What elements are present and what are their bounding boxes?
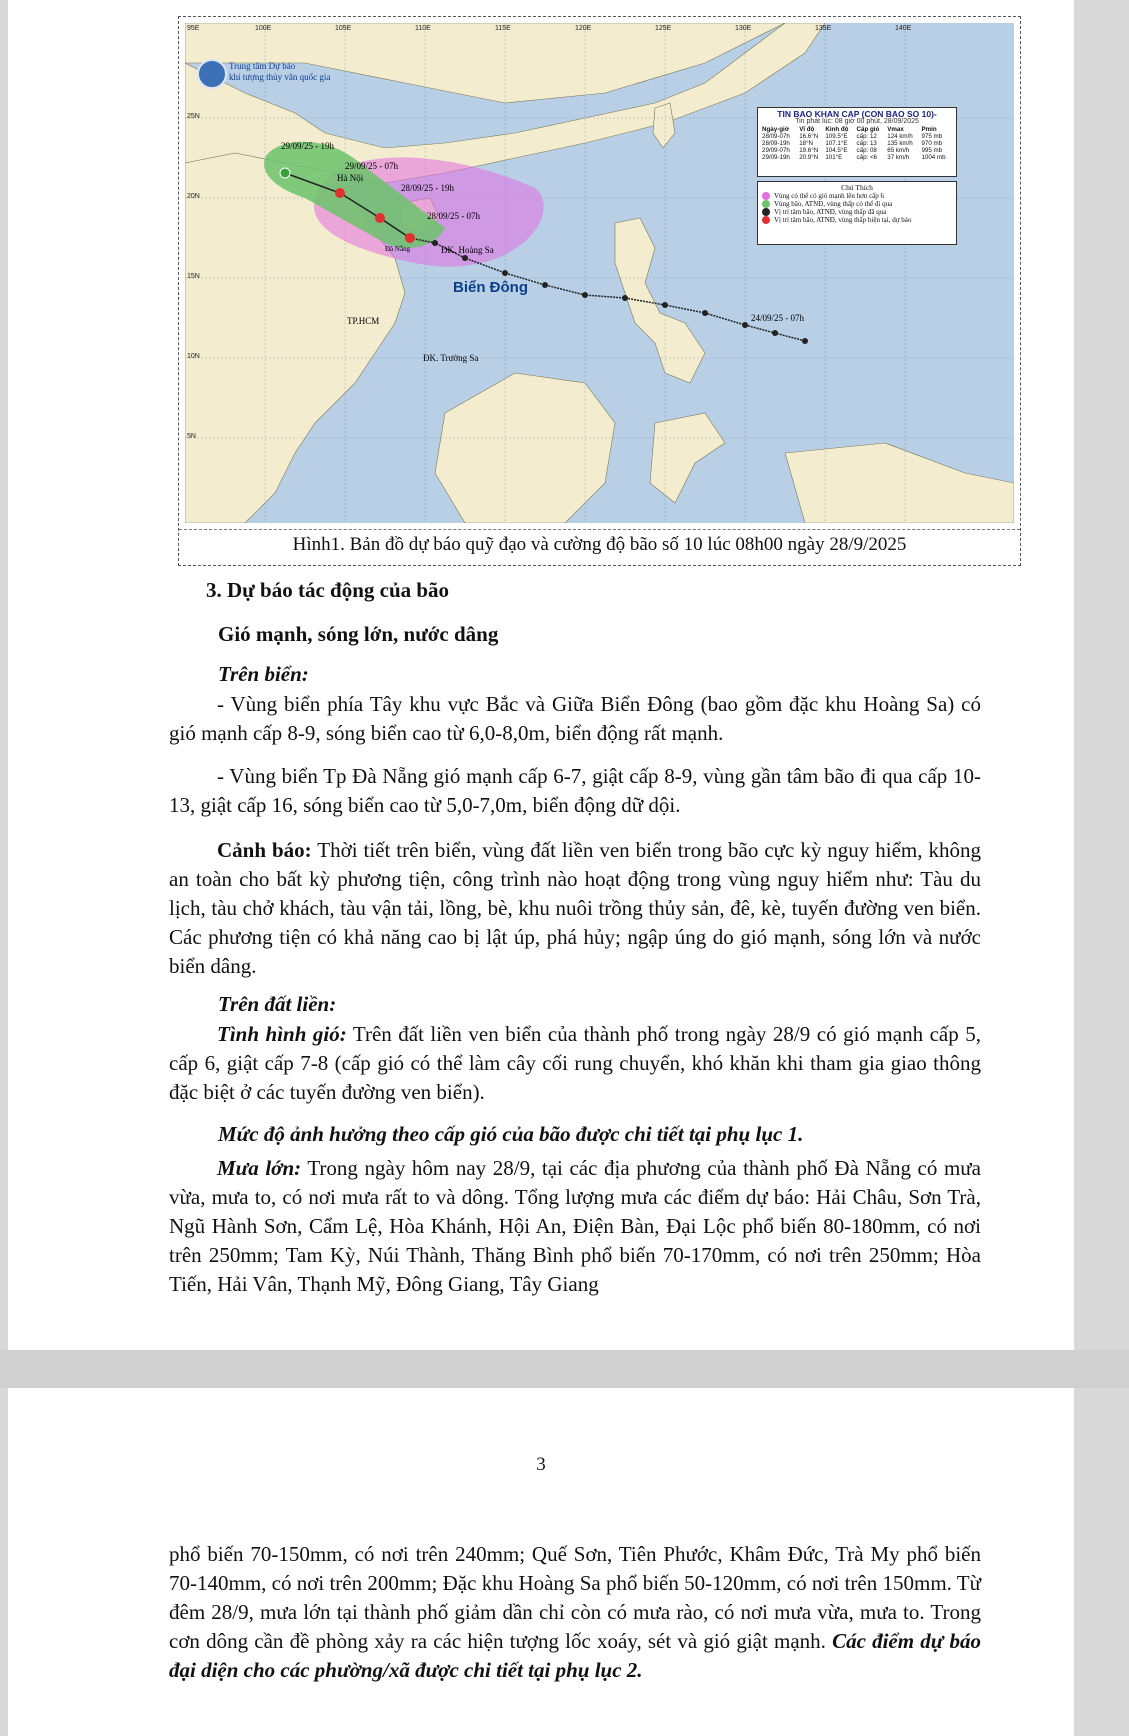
legend-text: Vùng bão, ATNĐ, vùng thấp có thể đi qua	[774, 200, 893, 208]
lon-tick: 120E	[575, 25, 592, 32]
land-philippines	[615, 218, 705, 383]
legend-swatch-black	[762, 208, 770, 216]
infobox-cell: 995 mb	[921, 147, 943, 154]
storm-track-figure	[178, 16, 1021, 566]
document-page-1	[8, 0, 1074, 1350]
infobox-cell: 29/09-07h	[762, 147, 790, 154]
infobox-header: Ngày-giờ	[762, 126, 790, 133]
legend-swatch-pink	[762, 192, 770, 200]
storm-track-map	[185, 23, 1014, 523]
nchmf-logo	[197, 59, 227, 89]
sea-paragraph-2: - Vùng biển Tp Đà Nẵng gió mạnh cấp 6-7, giật cấp 8-9, vùng gần tâm bão đi qua cấp 10-13, giật cấp 16, sóng biển cao từ 5,0-7,0m, biển động dữ dội.	[169, 764, 981, 817]
wind-paragraph	[169, 1020, 981, 1107]
track-label: 29/09/25 - 07h	[345, 161, 398, 171]
rain-text: Trong ngày hôm nay 28/9, tại các địa phương của thành phố Đà Nẵng có mưa vừa, mưa to, có nơi mưa rất to và dông. Tổng lượng mưa các điểm dự báo: Hải Châu, Sơn Trà, Ngũ Hành Sơn, Cẩm Lệ, Hòa Khánh, Hội An, Điện Bàn, Đại Lộc phổ biến 80-180mm, có nơi trên 250mm; Tam Kỳ, Núi Thành, Thăng Bình phổ biến 70-170mm, có nơi trên 250mm; Hòa Tiến, Hải Vân, Thạnh Mỹ, Đông Giang, Tây Giang	[169, 1156, 981, 1296]
infobox-cell: 65 km/h	[887, 147, 910, 154]
infobox-cell: 19.6°N	[799, 147, 819, 154]
lon-tick: 130E	[735, 25, 752, 32]
place-truongsa: ĐK. Trường Sa	[423, 353, 479, 363]
infobox-row	[761, 133, 953, 140]
storm-info-box	[757, 107, 957, 177]
infobox-cell: 28/09-19h	[762, 140, 790, 147]
infobox-row	[761, 154, 953, 161]
infobox-cell: cấp: 08	[856, 147, 877, 154]
place-biendong: Biển Đông	[453, 279, 528, 296]
lon-tick: 110E	[415, 25, 431, 32]
track-label: 29/09/25 - 19h	[281, 141, 334, 151]
infobox-title: TIN BAO KHAN CAP (CON BAO SO 10)-	[777, 109, 937, 119]
warning-text: Thời tiết trên biển, vùng đất liền ven biển trong bão cực kỳ nguy hiểm, không an toàn cho bất kỳ phương tiện, công trình nào hoạt động trong vùng nguy hiểm như: Tàu du lịch, tàu chở khách, tàu vận tải, lồng, bè, khu nuôi trồng thủy sản, đê, kè, tuyến đường ven biển. Các phương tiện có khả năng cao bị lật úp, phá hủy; ngập úng do gió mạnh, sóng lớn và nước biển dâng.	[169, 838, 981, 978]
rain-continued-text: phổ biến 70-150mm, có nơi trên 240mm; Quế Sơn, Tiên Phước, Khâm Đức, Trà My phổ biến 70-140mm, có nơi trên 200mm; Đặc khu Hoàng Sa phổ biến 50-120mm, có nơi trên 150mm. Từ đêm 28/9, mưa lớn tại thành phố giảm dần chỉ còn có mưa rào, có nơi mưa vừa, mưa to. Trong cơn dông cần đề phòng xảy ra các hiện tượng lốc xoáy, sét và gió giật mạnh.	[169, 1542, 981, 1653]
wind-text: Trên đất liền ven biển của thành phố trong ngày 28/9 có gió mạnh cấp 5, cấp 6, giật cấp 7-8 (cấp gió có thể làm cây cối rung chuyển, khó khăn khi tham gia giao thông đặc biệt ở các tuyến đường ven biển).	[169, 1022, 981, 1104]
warning-paragraph	[169, 836, 981, 981]
lat-tick: 5N	[187, 433, 196, 440]
land-sulawesi	[650, 413, 725, 503]
infobox-cell: 28/09-07h	[762, 133, 790, 140]
lat-tick: 25N	[187, 113, 200, 120]
infobox-cell: 135 km/h	[887, 140, 913, 147]
legend-text: Vị trí tâm bão, ATNĐ, vùng thấp hiện tại, dự báo	[774, 216, 912, 224]
map-graphic	[185, 23, 1014, 523]
lon-tick: 105E	[335, 25, 352, 32]
land-title: Trên đất liền:	[218, 992, 337, 1016]
impact-note: Mức độ ảnh hưởng theo cấp gió của bão được chi tiết tại phụ lục 1.	[218, 1122, 804, 1146]
lon-tick: 95E	[187, 25, 200, 32]
lat-tick: 20N	[187, 193, 200, 200]
legend-item	[762, 208, 952, 216]
infobox-table	[761, 126, 953, 161]
lat-tick: 10N	[187, 353, 200, 360]
sea-title: Trên biển:	[218, 662, 309, 686]
section-heading: 3. Dự báo tác động của bão	[206, 578, 450, 602]
organization-name	[229, 61, 330, 83]
infobox-cell: cấp: 13	[856, 140, 877, 147]
place-hoangsa: ĐK. Hoàng Sa	[441, 245, 494, 255]
legend-text: Vị trí tâm bão, ATNĐ, vùng thấp đã qua	[774, 208, 887, 216]
infobox-cell: 16.6°N	[799, 133, 819, 140]
infobox-header: Vmax	[887, 126, 904, 133]
section-subheading: Gió mạnh, sóng lớn, nước dâng	[218, 622, 499, 646]
map-legend	[757, 181, 957, 245]
legend-title: Chú Thích	[841, 183, 873, 192]
lon-tick: 135E	[815, 25, 832, 32]
place-danang: Đà Nẵng	[385, 245, 411, 253]
infobox-cell: cấp: 12	[856, 133, 877, 140]
infobox-cell: 29/09-19h	[762, 154, 790, 161]
lon-tick: 125E	[655, 25, 672, 32]
land-newguinea	[785, 443, 1014, 523]
infobox-cell: 20.9°N	[799, 154, 819, 161]
infobox-header-row	[761, 126, 953, 133]
rain-paragraph	[169, 1154, 981, 1299]
lon-tick: 140E	[895, 25, 912, 32]
infobox-header: Cấp gió	[856, 126, 880, 133]
infobox-cell: 104.5°E	[825, 147, 848, 154]
figure-caption: Hình1. Bản đồ dự báo quỹ đạo và cường độ bão số 10 lúc 08h00 ngày 28/9/2025	[179, 529, 1020, 560]
legend-item	[762, 216, 952, 224]
infobox-cell: 124 km/h	[887, 133, 913, 140]
lon-tick: 100E	[255, 25, 272, 32]
infobox-cell: 18°N	[799, 140, 814, 147]
infobox-cell: 107.1°E	[825, 140, 848, 147]
lat-tick: 15N	[187, 273, 200, 280]
legend-swatch-red	[762, 216, 770, 224]
infobox-cell: 37 km/h	[887, 154, 910, 161]
infobox-row	[761, 147, 953, 154]
page-number: 3	[536, 1454, 546, 1475]
land-borneo	[435, 373, 615, 523]
sea-paragraph-1: - Vùng biển phía Tây khu vực Bắc và Giữa Biển Đông (bao gồm đặc khu Hoàng Sa) có gió mạnh cấp 8-9, sóng biển cao từ 6,0-8,0m, biển động rất mạnh.	[169, 692, 981, 745]
legend-item	[762, 192, 952, 200]
infobox-cell: 970 mb	[921, 140, 943, 147]
infobox-cell: 109.5°E	[825, 133, 848, 140]
infobox-row	[761, 140, 953, 147]
legend-text: Vùng có thể có gió mạnh lên hơn cấp 6	[774, 192, 885, 200]
infobox-cell: cấp: <6	[856, 154, 878, 161]
track-label: 24/09/25 - 07h	[751, 313, 804, 323]
legend-swatch-green	[762, 200, 770, 208]
place-hanoi: Hà Nội	[337, 173, 364, 183]
track-label: 28/09/25 - 19h	[401, 183, 454, 193]
warning-label: Cảnh báo:	[217, 838, 312, 862]
page-gap	[0, 1350, 1129, 1388]
infobox-header: Vĩ độ	[799, 126, 815, 133]
wind-label: Tình hình gió:	[217, 1022, 347, 1046]
lon-tick: 115E	[495, 25, 511, 32]
appendix-note: Các điểm dự báo đại diện cho các phường/xã được chi tiết tại phụ lục 2.	[169, 1629, 981, 1682]
org-line2: khí tượng thủy văn quốc gia	[229, 72, 331, 82]
place-tphcm: TP.HCM	[347, 316, 380, 326]
infobox-issued: Tin phát lúc: 08 giờ 00 phút, 28/09/2025	[795, 118, 919, 125]
infobox-cell: 101°E	[825, 154, 843, 161]
legend-item	[762, 200, 952, 208]
rain-continued-paragraph	[169, 1540, 981, 1685]
infobox-cell: 1004 mb	[921, 154, 946, 161]
infobox-header: Kinh độ	[825, 126, 849, 133]
infobox-cell: 975 mb	[921, 133, 943, 140]
document-page-2	[8, 1388, 1074, 1736]
org-line1: Trung tâm Dự báo	[229, 61, 296, 71]
rain-label: Mưa lớn:	[217, 1156, 302, 1180]
track-label: 28/09/25 - 07h	[427, 211, 480, 221]
infobox-header: Pmin	[921, 126, 937, 133]
